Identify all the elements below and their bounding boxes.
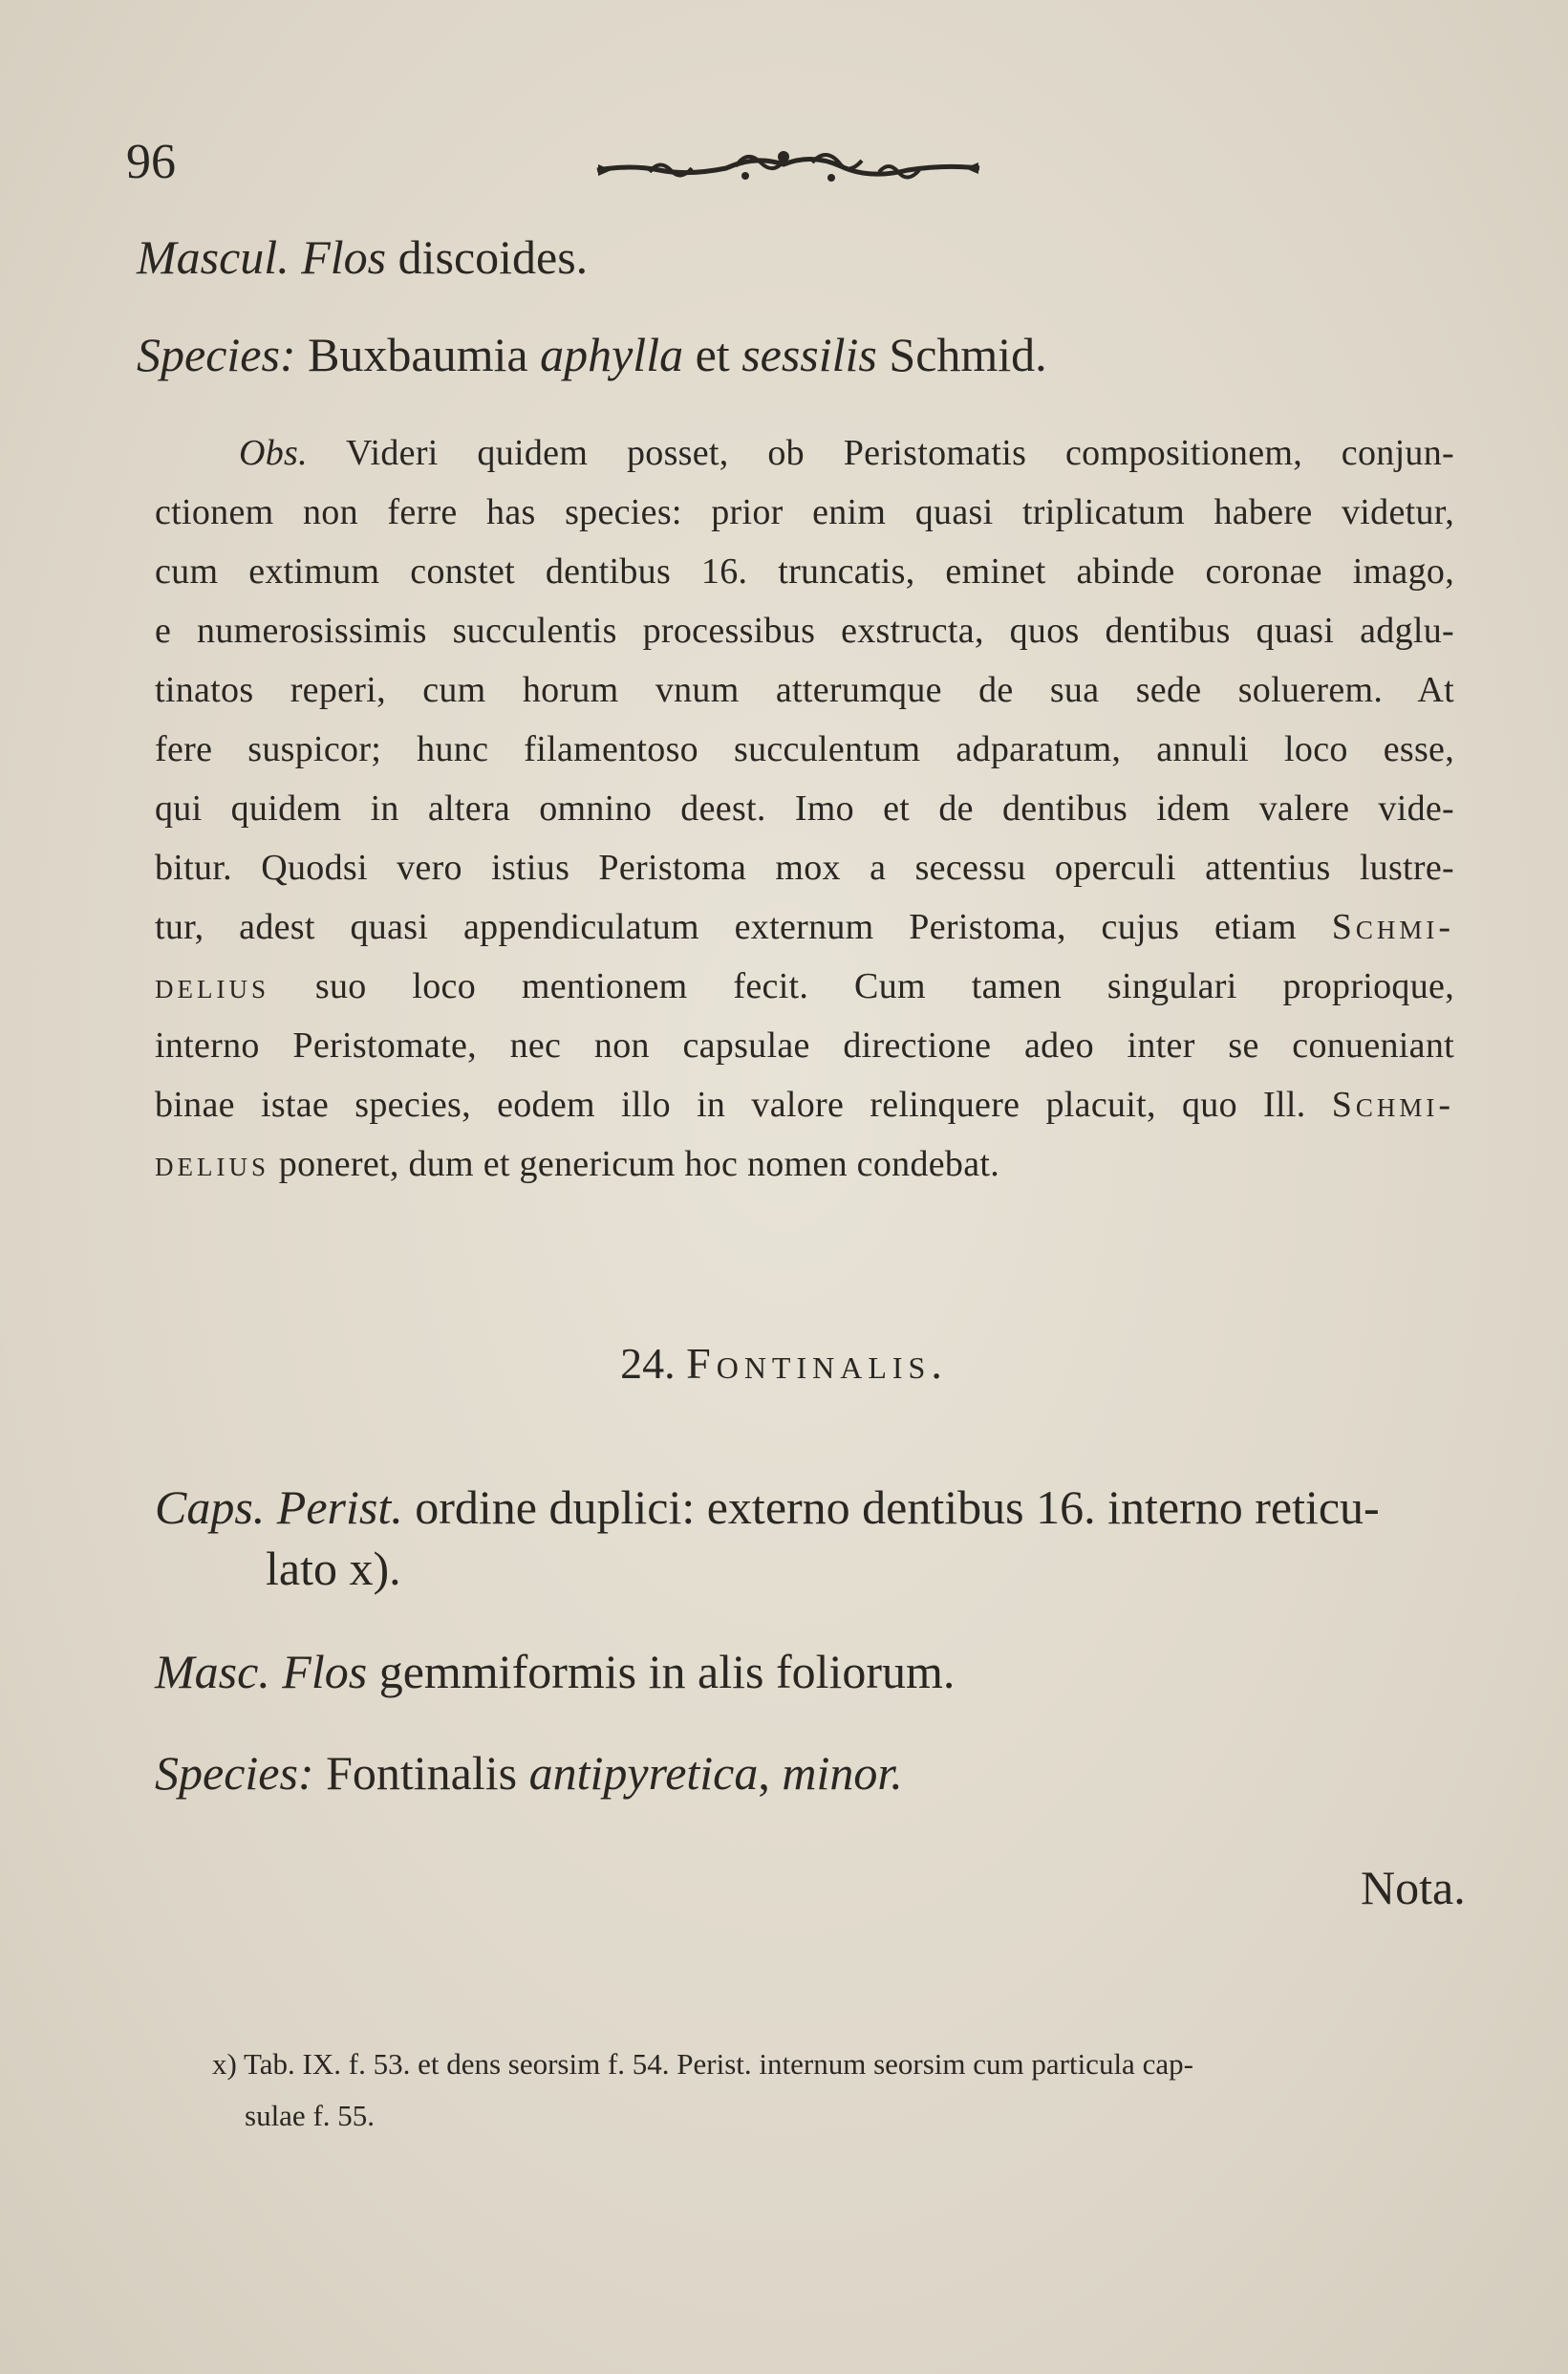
catchword: Nota. bbox=[1361, 1861, 1466, 1914]
species-label: Species: bbox=[137, 328, 296, 381]
masc-text: gemmiformis in alis foliorum. bbox=[367, 1645, 956, 1698]
heading-title: Fontinalis. bbox=[686, 1339, 948, 1388]
obs-line-13-text: poneret, dum et genericum hoc nomen condebat. bbox=[269, 1144, 1000, 1184]
species-schmid: Schmid. bbox=[876, 328, 1047, 381]
mascul-text: discoides. bbox=[386, 230, 589, 284]
species-comma: , bbox=[758, 1746, 783, 1800]
mascul-label: Mascul. Flos bbox=[137, 230, 387, 284]
obs-line-12 bbox=[155, 1084, 1454, 1126]
masc-label: Masc. Flos bbox=[155, 1645, 368, 1698]
obs-line-2: ctionem non ferre has species: prior enim quasi triplicatum habere videtur, bbox=[155, 492, 1454, 532]
obs-schmidelius-1a: Schmi- bbox=[1331, 907, 1454, 947]
capsula-line-2: lato x). bbox=[266, 1542, 401, 1595]
obs-label: Obs. bbox=[239, 433, 308, 473]
obs-line-6: fere suspicor; hunc filamentoso succulentum adparatum, annuli loco esse, bbox=[155, 729, 1454, 769]
obs-line-12-text: binae istae species, eodem illo in valore relinquere placuit, quo Ill. bbox=[155, 1085, 1332, 1125]
obs-line-8: bitur. Quodsi vero istius Peristoma mox a secessu operculi attentius lustre- bbox=[155, 848, 1454, 888]
obs-line-4: e numerosissimis succulentis processibus exstructa, quos dentibus quasi adglu- bbox=[155, 611, 1454, 651]
species-sessilis: sessilis bbox=[741, 328, 877, 381]
obs-line-9-text: tur, adest quasi appendiculatum externum Peristoma, cujus etiam bbox=[155, 907, 1332, 947]
species-text: Buxbaumia bbox=[295, 328, 541, 381]
caps-label: Caps. Perist. bbox=[155, 1480, 403, 1534]
heading-number: 24. bbox=[620, 1339, 676, 1388]
footnote-line-1: x) Tab. IX. f. 53. et dens seorsim f. 54. Perist. internum seorsim cum particula cap- bbox=[212, 2047, 1193, 2081]
obs-line-10 bbox=[155, 965, 1454, 1007]
page-number: 96 bbox=[126, 135, 176, 189]
species-label-24: Species: bbox=[155, 1746, 314, 1800]
species-minor: minor. bbox=[782, 1746, 903, 1800]
masc-flos-line bbox=[155, 1644, 955, 1699]
obs-line-5: tinatos reperi, cum horum vnum atterumque de sua sede soluerem. At bbox=[155, 670, 1454, 710]
species-line-23 bbox=[137, 327, 1047, 382]
species-line-24 bbox=[155, 1745, 903, 1801]
obs-line-10-text: suo loco mentionem fecit. Cum tamen singulari proprioque, bbox=[269, 966, 1454, 1006]
mascul-flos-line bbox=[137, 229, 588, 285]
obs-line-3: cum extimum constet dentibus 16. truncatis, eminet abinde coronae imago, bbox=[155, 551, 1454, 592]
species-antipyretica: antipyretica bbox=[528, 1746, 759, 1800]
obs-line-1 bbox=[239, 432, 1454, 474]
obs-schmidelius-2b: delius bbox=[155, 1144, 269, 1184]
obs-line-9 bbox=[155, 906, 1454, 948]
caps-text: ordine duplici: externo dentibus 16. interno reticu- bbox=[402, 1480, 1380, 1534]
obs-line-11: interno Peristomate, nec non capsulae directione adeo inter se conueniant bbox=[155, 1025, 1454, 1066]
section-heading-fontinalis bbox=[0, 1338, 1568, 1389]
species-et: et bbox=[683, 328, 742, 381]
obs-line-1-text: Videri quidem posset, ob Peristomatis compositionem, conjun- bbox=[307, 433, 1454, 473]
obs-schmidelius-2a: Schmi- bbox=[1331, 1085, 1454, 1125]
obs-line-13 bbox=[155, 1143, 1454, 1185]
header-ornament-icon bbox=[592, 143, 984, 191]
footnote-line-2: sulae f. 55. bbox=[245, 2099, 376, 2132]
species-text-24: Fontinalis bbox=[313, 1746, 529, 1800]
obs-schmidelius-1b: delius bbox=[155, 966, 269, 1006]
species-aphylla: aphylla bbox=[540, 328, 684, 381]
obs-line-7: qui quidem in altera omnino deest. Imo et de dentibus idem valere vide- bbox=[155, 788, 1454, 829]
capsula-line bbox=[155, 1479, 1454, 1535]
